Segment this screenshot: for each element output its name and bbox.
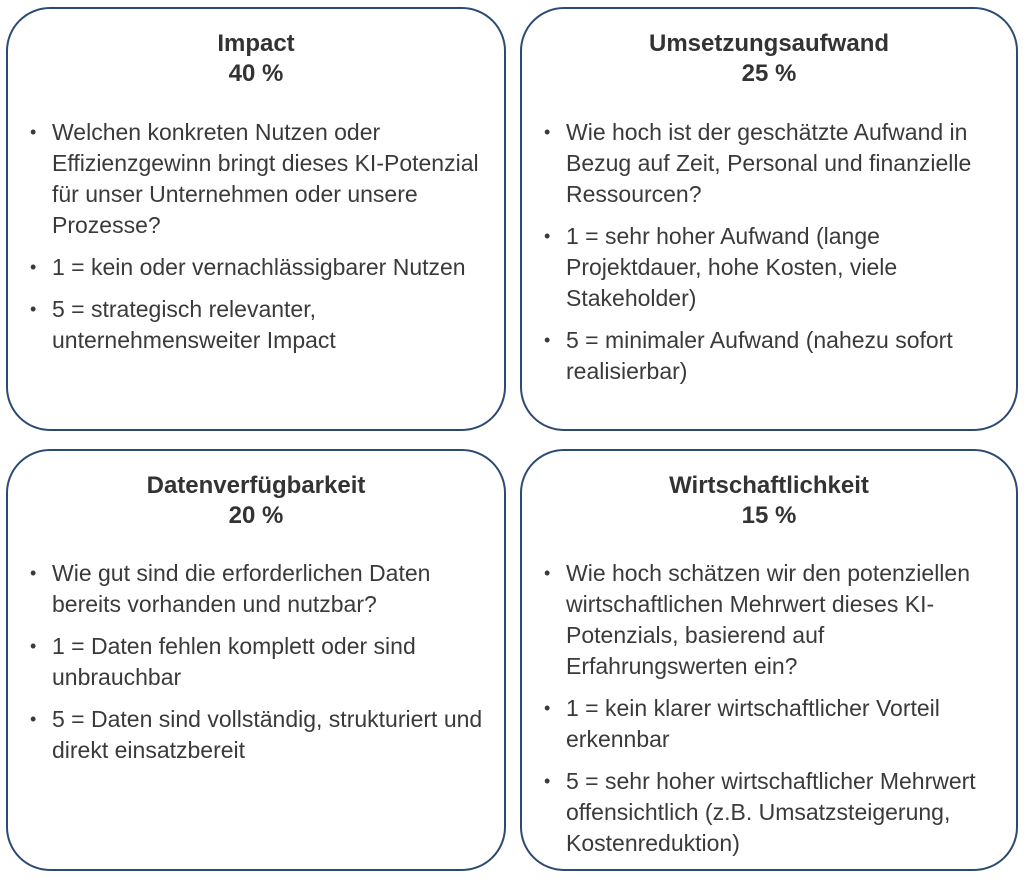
- bullet-dot-icon: •: [30, 122, 37, 142]
- card-title: Impact: [217, 30, 295, 57]
- bullet-text: 5 = minimaler Aufwand (nahezu sofort realisierbar): [566, 327, 953, 384]
- bullet-dot-icon: •: [30, 709, 37, 729]
- card-weight: 25 %: [741, 60, 797, 87]
- bullet-dot-icon: •: [30, 257, 37, 277]
- bullet-dot-icon: •: [544, 122, 551, 142]
- bullet-dot-icon: •: [544, 330, 551, 350]
- bullet-dot-icon: •: [544, 563, 551, 583]
- bullet-list: [30, 558, 488, 777]
- card-impact: [6, 7, 506, 431]
- bullet-text: Wie hoch schätzen wir den potenziellen wirtschaftlichen Mehrwert dieses KI-Potenzials, basierend auf Erfahrungswerten ein?: [566, 560, 971, 679]
- bullet-item: [544, 693, 1000, 755]
- bullet-text: Wie hoch ist der geschätzte Aufwand in Bezug auf Zeit, Personal und finanzielle Ressourcen?: [566, 119, 972, 207]
- card-weight: 20 %: [228, 502, 284, 529]
- bullet-dot-icon: •: [30, 299, 37, 319]
- bullet-text: 5 = strategisch relevanter, unternehmensweiter Impact: [52, 296, 336, 353]
- card-title: Umsetzungsaufwand: [648, 30, 890, 57]
- bullet-item: [544, 766, 1000, 859]
- bullet-item: [30, 294, 488, 356]
- bullet-dot-icon: •: [544, 698, 551, 718]
- bullet-text: 1 = kein klarer wirtschaftlicher Vorteil erkennbar: [566, 695, 940, 752]
- bullet-text: 1 = sehr hoher Aufwand (lange Projektdauer, hohe Kosten, viele Stakeholder): [566, 223, 898, 311]
- bullet-item: [30, 117, 488, 241]
- bullet-text: 5 = sehr hoher wirtschaftlicher Mehrwert offensichtlich (z.B. Umsatzsteigerung, Kostenreduktion): [566, 768, 976, 856]
- card-wirtschaftlichkeit: [520, 449, 1018, 871]
- bullet-dot-icon: •: [30, 563, 37, 583]
- card-weight: 40 %: [228, 60, 284, 87]
- card-datenverfuegbarkeit: [6, 449, 506, 871]
- bullet-text: Welchen konkreten Nutzen oder Effizienzgewinn bringt dieses KI-Potenzial für unser Unternehmen oder unsere Prozesse?: [52, 119, 479, 238]
- bullet-item: [544, 325, 1000, 387]
- bullet-dot-icon: •: [544, 771, 551, 791]
- bullet-text: 1 = kein oder vernachlässigbarer Nutzen: [52, 254, 466, 280]
- bullet-text: 5 = Daten sind vollständig, strukturiert und direkt einsatzbereit: [52, 706, 483, 763]
- card-header: [8, 9, 504, 89]
- card-umsetzungsaufwand: [520, 7, 1018, 431]
- bullet-item: [30, 252, 488, 283]
- card-header: [522, 451, 1016, 531]
- bullet-item: [544, 117, 1000, 210]
- bullet-list: [544, 117, 1000, 398]
- bullet-item: [30, 631, 488, 693]
- bullet-item: [30, 704, 488, 766]
- card-weight: 15 %: [741, 502, 797, 529]
- bullet-dot-icon: •: [30, 636, 37, 656]
- bullet-item: [544, 221, 1000, 314]
- card-header: [8, 451, 504, 531]
- bullet-list: [30, 117, 488, 367]
- card-title: Wirtschaftlichkeit: [669, 472, 869, 499]
- bullet-text: Wie gut sind die erforderlichen Daten bereits vorhanden und nutzbar?: [52, 560, 431, 617]
- bullet-item: [30, 558, 488, 620]
- bullet-item: [544, 558, 1000, 682]
- card-header: [522, 9, 1016, 89]
- bullet-list: [544, 558, 1000, 870]
- bullet-dot-icon: •: [544, 226, 551, 246]
- bullet-text: 1 = Daten fehlen komplett oder sind unbrauchbar: [52, 633, 416, 690]
- card-title: Datenverfügbarkeit: [146, 472, 366, 499]
